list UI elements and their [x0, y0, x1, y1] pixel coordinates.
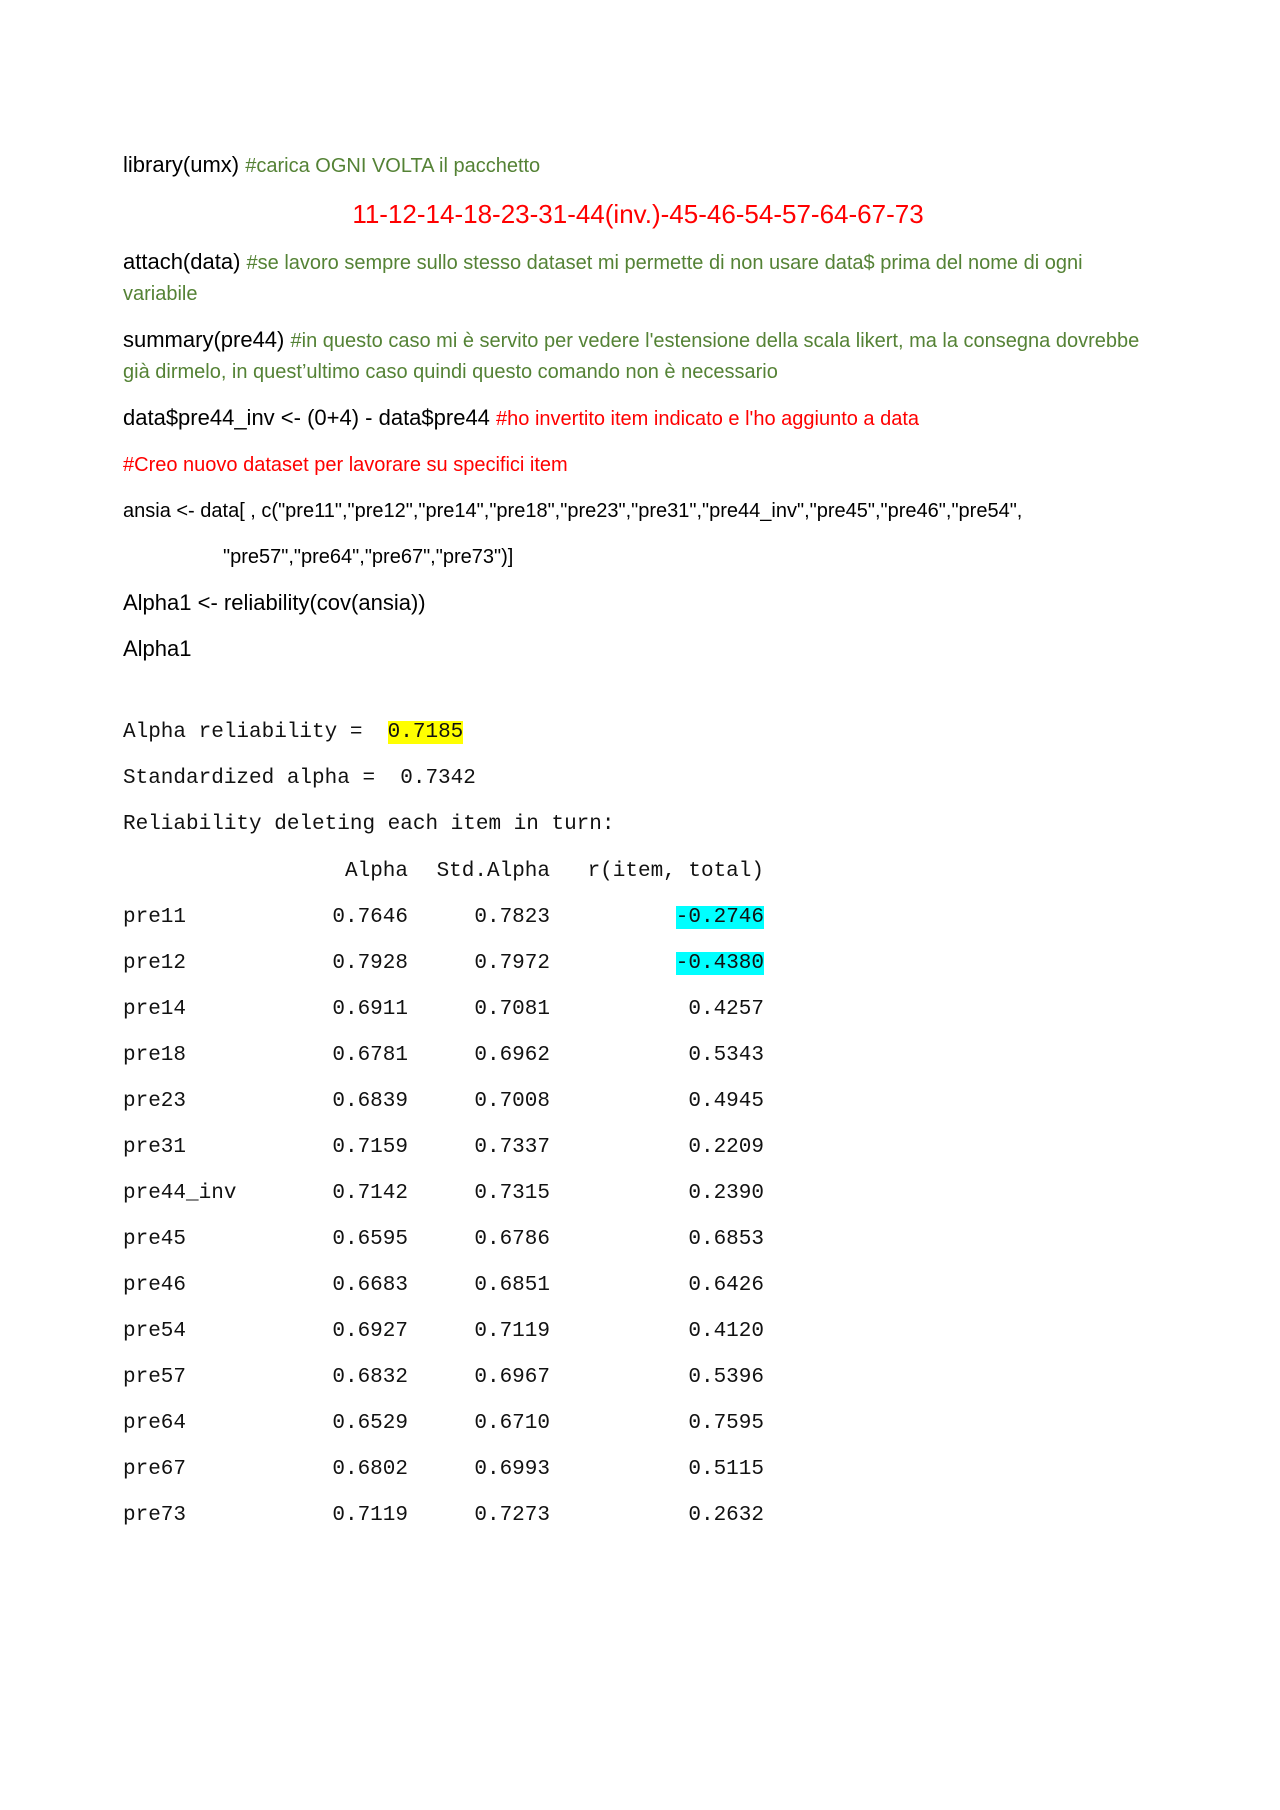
table-row — [123, 1032, 764, 1078]
alpha-value: 0.7185 — [387, 721, 464, 744]
code-text: attach(data) — [123, 249, 241, 274]
std-alpha-cell: 0.7337 — [474, 1135, 550, 1159]
alpha-cell: 0.7646 — [332, 905, 408, 929]
code-line-summary — [123, 325, 1153, 387]
table-header-row — [123, 848, 764, 894]
alpha-cell: 0.6781 — [332, 1043, 408, 1067]
r-item-total-cell — [550, 940, 764, 986]
alpha-cell: 0.7928 — [332, 951, 408, 975]
table-row — [123, 940, 764, 986]
std-alpha-cell: 0.7315 — [474, 1181, 550, 1205]
r-item-total-cell: 0.4120 — [688, 1319, 764, 1343]
std-value: 0.7342 — [400, 767, 476, 790]
std-alpha-cell: 0.6786 — [474, 1227, 550, 1251]
table-row — [123, 1170, 764, 1216]
item-name-cell: pre67 — [123, 1457, 187, 1481]
table-row — [123, 1262, 764, 1308]
table-row — [123, 986, 764, 1032]
r-item-total-cell: 0.2209 — [688, 1135, 764, 1159]
highlighted-value: -0.4380 — [675, 951, 764, 975]
item-name-cell: pre64 — [123, 1411, 187, 1435]
header-alpha: Alpha — [344, 859, 408, 883]
comment-text: #ho invertito item indicato e l'ho aggiunto a data — [496, 408, 920, 430]
comment-text: #se lavoro sempre sullo stesso dataset mi permette di non usare data$ prima del nome di ogni variabile — [123, 252, 1083, 305]
r-item-total-cell: 0.4945 — [688, 1089, 764, 1113]
r-item-total-cell — [550, 894, 764, 940]
r-item-total-cell: 0.7595 — [688, 1411, 764, 1435]
alpha-label: Alpha reliability = — [123, 721, 388, 744]
document-page — [123, 150, 1153, 1538]
std-alpha-cell: 0.7972 — [474, 951, 550, 975]
item-name-cell: pre18 — [123, 1043, 187, 1067]
table-row — [123, 1492, 764, 1538]
code-line-invert — [123, 403, 1153, 434]
table-row — [123, 1078, 764, 1124]
std-alpha-cell: 0.6993 — [474, 1457, 550, 1481]
item-name-cell: pre11 — [123, 905, 187, 929]
std-alpha-cell: 0.6967 — [474, 1365, 550, 1389]
std-alpha-cell: 0.7081 — [474, 997, 550, 1021]
item-name-cell: pre14 — [123, 997, 187, 1021]
alpha-cell: 0.6927 — [332, 1319, 408, 1343]
alpha-reliability-line — [123, 710, 1153, 756]
comment-line-dataset: #Creo nuovo dataset per lavorare su specifici item — [123, 454, 568, 476]
std-alpha-cell: 0.7273 — [474, 1503, 550, 1527]
table-row — [123, 894, 764, 940]
header-r-item-total: r(item, total) — [587, 859, 764, 883]
table-row — [123, 1124, 764, 1170]
std-alpha-cell: 0.7008 — [474, 1089, 550, 1113]
std-alpha-cell: 0.7823 — [474, 905, 550, 929]
table-row — [123, 1216, 764, 1262]
item-name-cell: pre31 — [123, 1135, 187, 1159]
code-line-ansia-a: ansia <- data[ , c("pre11","pre12","pre14","pre18","pre23","pre31","pre44_inv","pre45","pre46","pre54", — [123, 500, 1023, 522]
std-alpha-cell: 0.6710 — [474, 1411, 550, 1435]
item-name-cell: pre44_inv — [123, 1181, 237, 1205]
comment-text: #carica OGNI VOLTA il pacchetto — [245, 155, 541, 177]
standardized-alpha-line — [123, 756, 1153, 802]
header-blank — [123, 848, 268, 894]
std-alpha-cell: 0.6851 — [474, 1273, 550, 1297]
code-text: data$pre44_inv <- (0+4) - data$pre44 — [123, 405, 490, 430]
table-row — [123, 1400, 764, 1446]
code-line-alpha-print: Alpha1 — [123, 636, 192, 661]
r-item-total-cell: 0.6853 — [688, 1227, 764, 1251]
table-row — [123, 1446, 764, 1492]
highlighted-value: -0.2746 — [675, 905, 764, 929]
table-row — [123, 1308, 764, 1354]
r-item-total-cell: 0.6426 — [688, 1273, 764, 1297]
item-name-cell: pre12 — [123, 951, 187, 975]
item-name-cell: pre45 — [123, 1227, 187, 1251]
r-item-total-cell: 0.4257 — [688, 997, 764, 1021]
table-row — [123, 1354, 764, 1400]
item-name-cell: pre23 — [123, 1089, 187, 1113]
alpha-cell: 0.7159 — [332, 1135, 408, 1159]
std-label: Standardized alpha = — [123, 767, 401, 790]
r-item-total-cell: 0.2390 — [688, 1181, 764, 1205]
reliability-table — [123, 848, 764, 1538]
code-text: summary(pre44) — [123, 327, 285, 352]
deleting-label-line: Reliability deleting each item in turn: — [123, 813, 615, 836]
alpha-cell: 0.6839 — [332, 1089, 408, 1113]
comment-text: #in questo caso mi è servito per vedere l'estensione della scala likert, ma la consegna dovrebbe già dirmelo, in quest’ultimo caso quindi questo comando non è necessario — [123, 330, 1140, 383]
alpha-cell: 0.7119 — [332, 1503, 408, 1527]
header-std-alpha: Std.Alpha — [436, 859, 550, 883]
item-list-title: 11-12-14-18-23-31-44(inv.)-45-46-54-57-64-67-73 — [352, 199, 924, 229]
code-line-ansia-b: "pre57","pre64","pre67","pre73")] — [223, 546, 514, 568]
item-name-cell: pre54 — [123, 1319, 187, 1343]
item-name-cell: pre73 — [123, 1503, 187, 1527]
std-alpha-cell: 0.7119 — [474, 1319, 550, 1343]
alpha-cell: 0.7142 — [332, 1181, 408, 1205]
r-item-total-cell: 0.5115 — [688, 1457, 764, 1481]
item-name-cell: pre46 — [123, 1273, 187, 1297]
code-line-alpha-assign: Alpha1 <- reliability(cov(ansia)) — [123, 590, 426, 615]
code-text: library(umx) — [123, 152, 240, 177]
code-line-attach — [123, 247, 1153, 309]
alpha-cell: 0.6595 — [332, 1227, 408, 1251]
alpha-cell: 0.6911 — [332, 997, 408, 1021]
r-item-total-cell: 0.5396 — [688, 1365, 764, 1389]
alpha-cell: 0.6683 — [332, 1273, 408, 1297]
std-alpha-cell: 0.6962 — [474, 1043, 550, 1067]
code-line-library — [123, 150, 1153, 181]
r-item-total-cell: 0.5343 — [688, 1043, 764, 1067]
alpha-cell: 0.6529 — [332, 1411, 408, 1435]
table-body — [123, 894, 764, 1538]
alpha-cell: 0.6802 — [332, 1457, 408, 1481]
item-name-cell: pre57 — [123, 1365, 187, 1389]
alpha-cell: 0.6832 — [332, 1365, 408, 1389]
r-item-total-cell: 0.2632 — [688, 1503, 764, 1527]
